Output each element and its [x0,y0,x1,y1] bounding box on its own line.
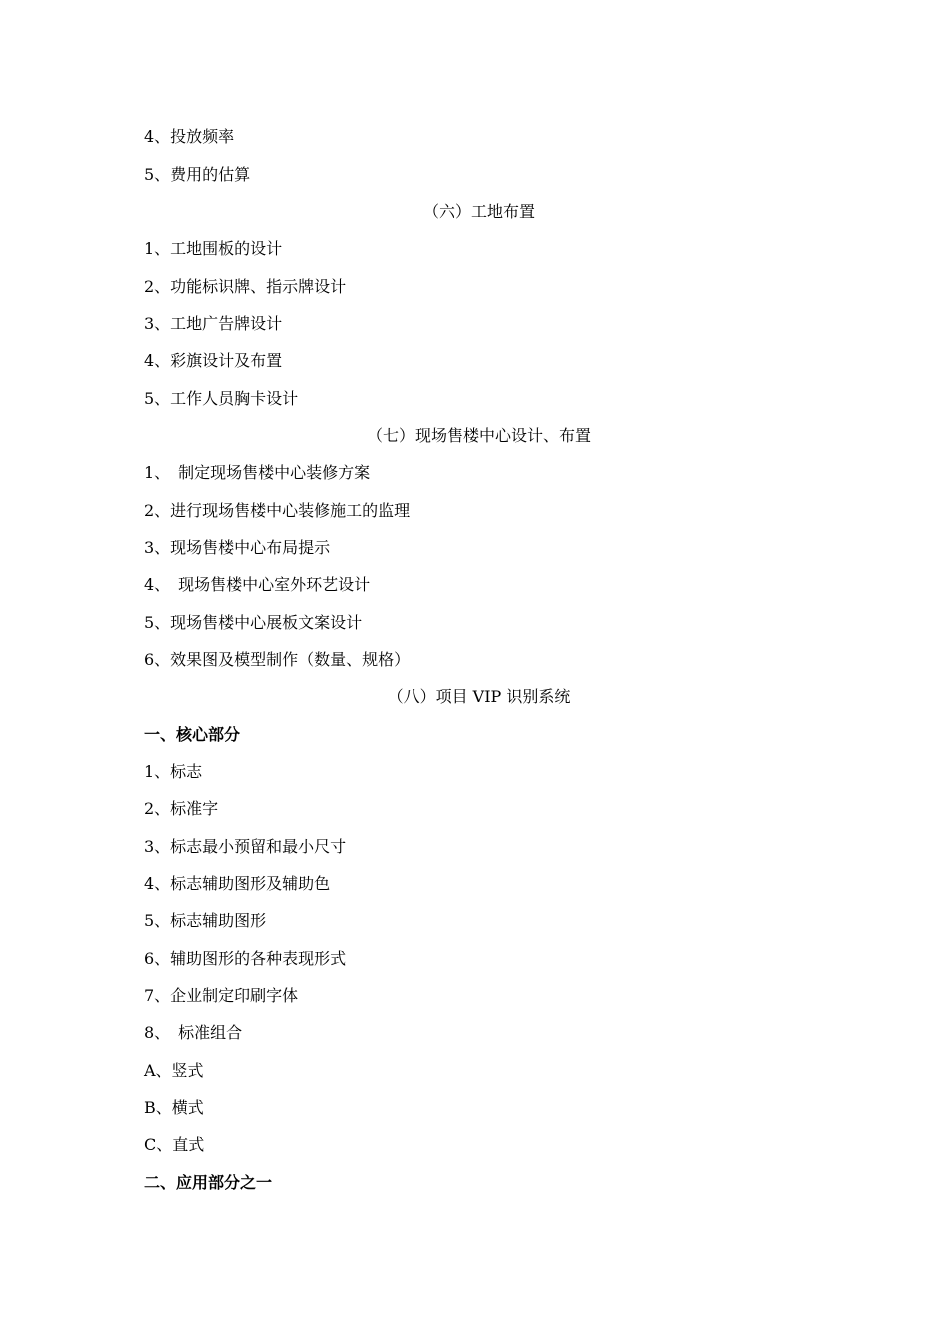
list-item: 5、现场售楼中心展板文案设计 [144,613,363,632]
list-item: 1、标志 [144,762,203,781]
list-item: 5、工作人员胸卡设计 [144,389,299,408]
subsection-heading: 一、核心部分 [144,725,241,744]
list-item: 6、辅助图形的各种表现形式 [144,949,347,968]
list-item: 3、标志最小预留和最小尺寸 [144,837,347,856]
list-item: 2、功能标识牌、指示牌设计 [144,277,347,296]
list-item: 4、投放频率 [144,127,235,146]
list-item: 3、工地广告牌设计 [144,314,283,333]
section-heading: （八）项目 VIP 识别系统 [387,687,571,706]
list-item: 8、 标准组合 [144,1023,243,1042]
section-heading: （七）现场售楼中心设计、布置 [366,426,591,445]
list-item: 3、现场售楼中心布局提示 [144,538,331,557]
list-item: 1、工地围板的设计 [144,239,283,258]
list-item: 4、彩旗设计及布置 [144,351,283,370]
list-item: A、竖式 [144,1061,204,1080]
list-item: C、直式 [144,1135,205,1154]
list-item: 7、企业制定印刷字体 [144,986,299,1005]
list-item: 5、费用的估算 [144,165,251,184]
list-item: 4、 现场售楼中心室外环艺设计 [144,575,371,594]
list-item: 5、标志辅助图形 [144,911,267,930]
subsection-heading: 二、应用部分之一 [144,1173,273,1192]
list-item: 1、 制定现场售楼中心装修方案 [144,463,371,482]
list-item: 2、进行现场售楼中心装修施工的监理 [144,501,411,520]
list-item: 2、标准字 [144,799,219,818]
list-item: B、横式 [144,1098,204,1117]
list-item: 6、效果图及模型制作（数量、规格） [144,650,411,669]
section-heading: （六）工地布置 [422,202,535,221]
list-item: 4、标志辅助图形及辅助色 [144,874,331,893]
